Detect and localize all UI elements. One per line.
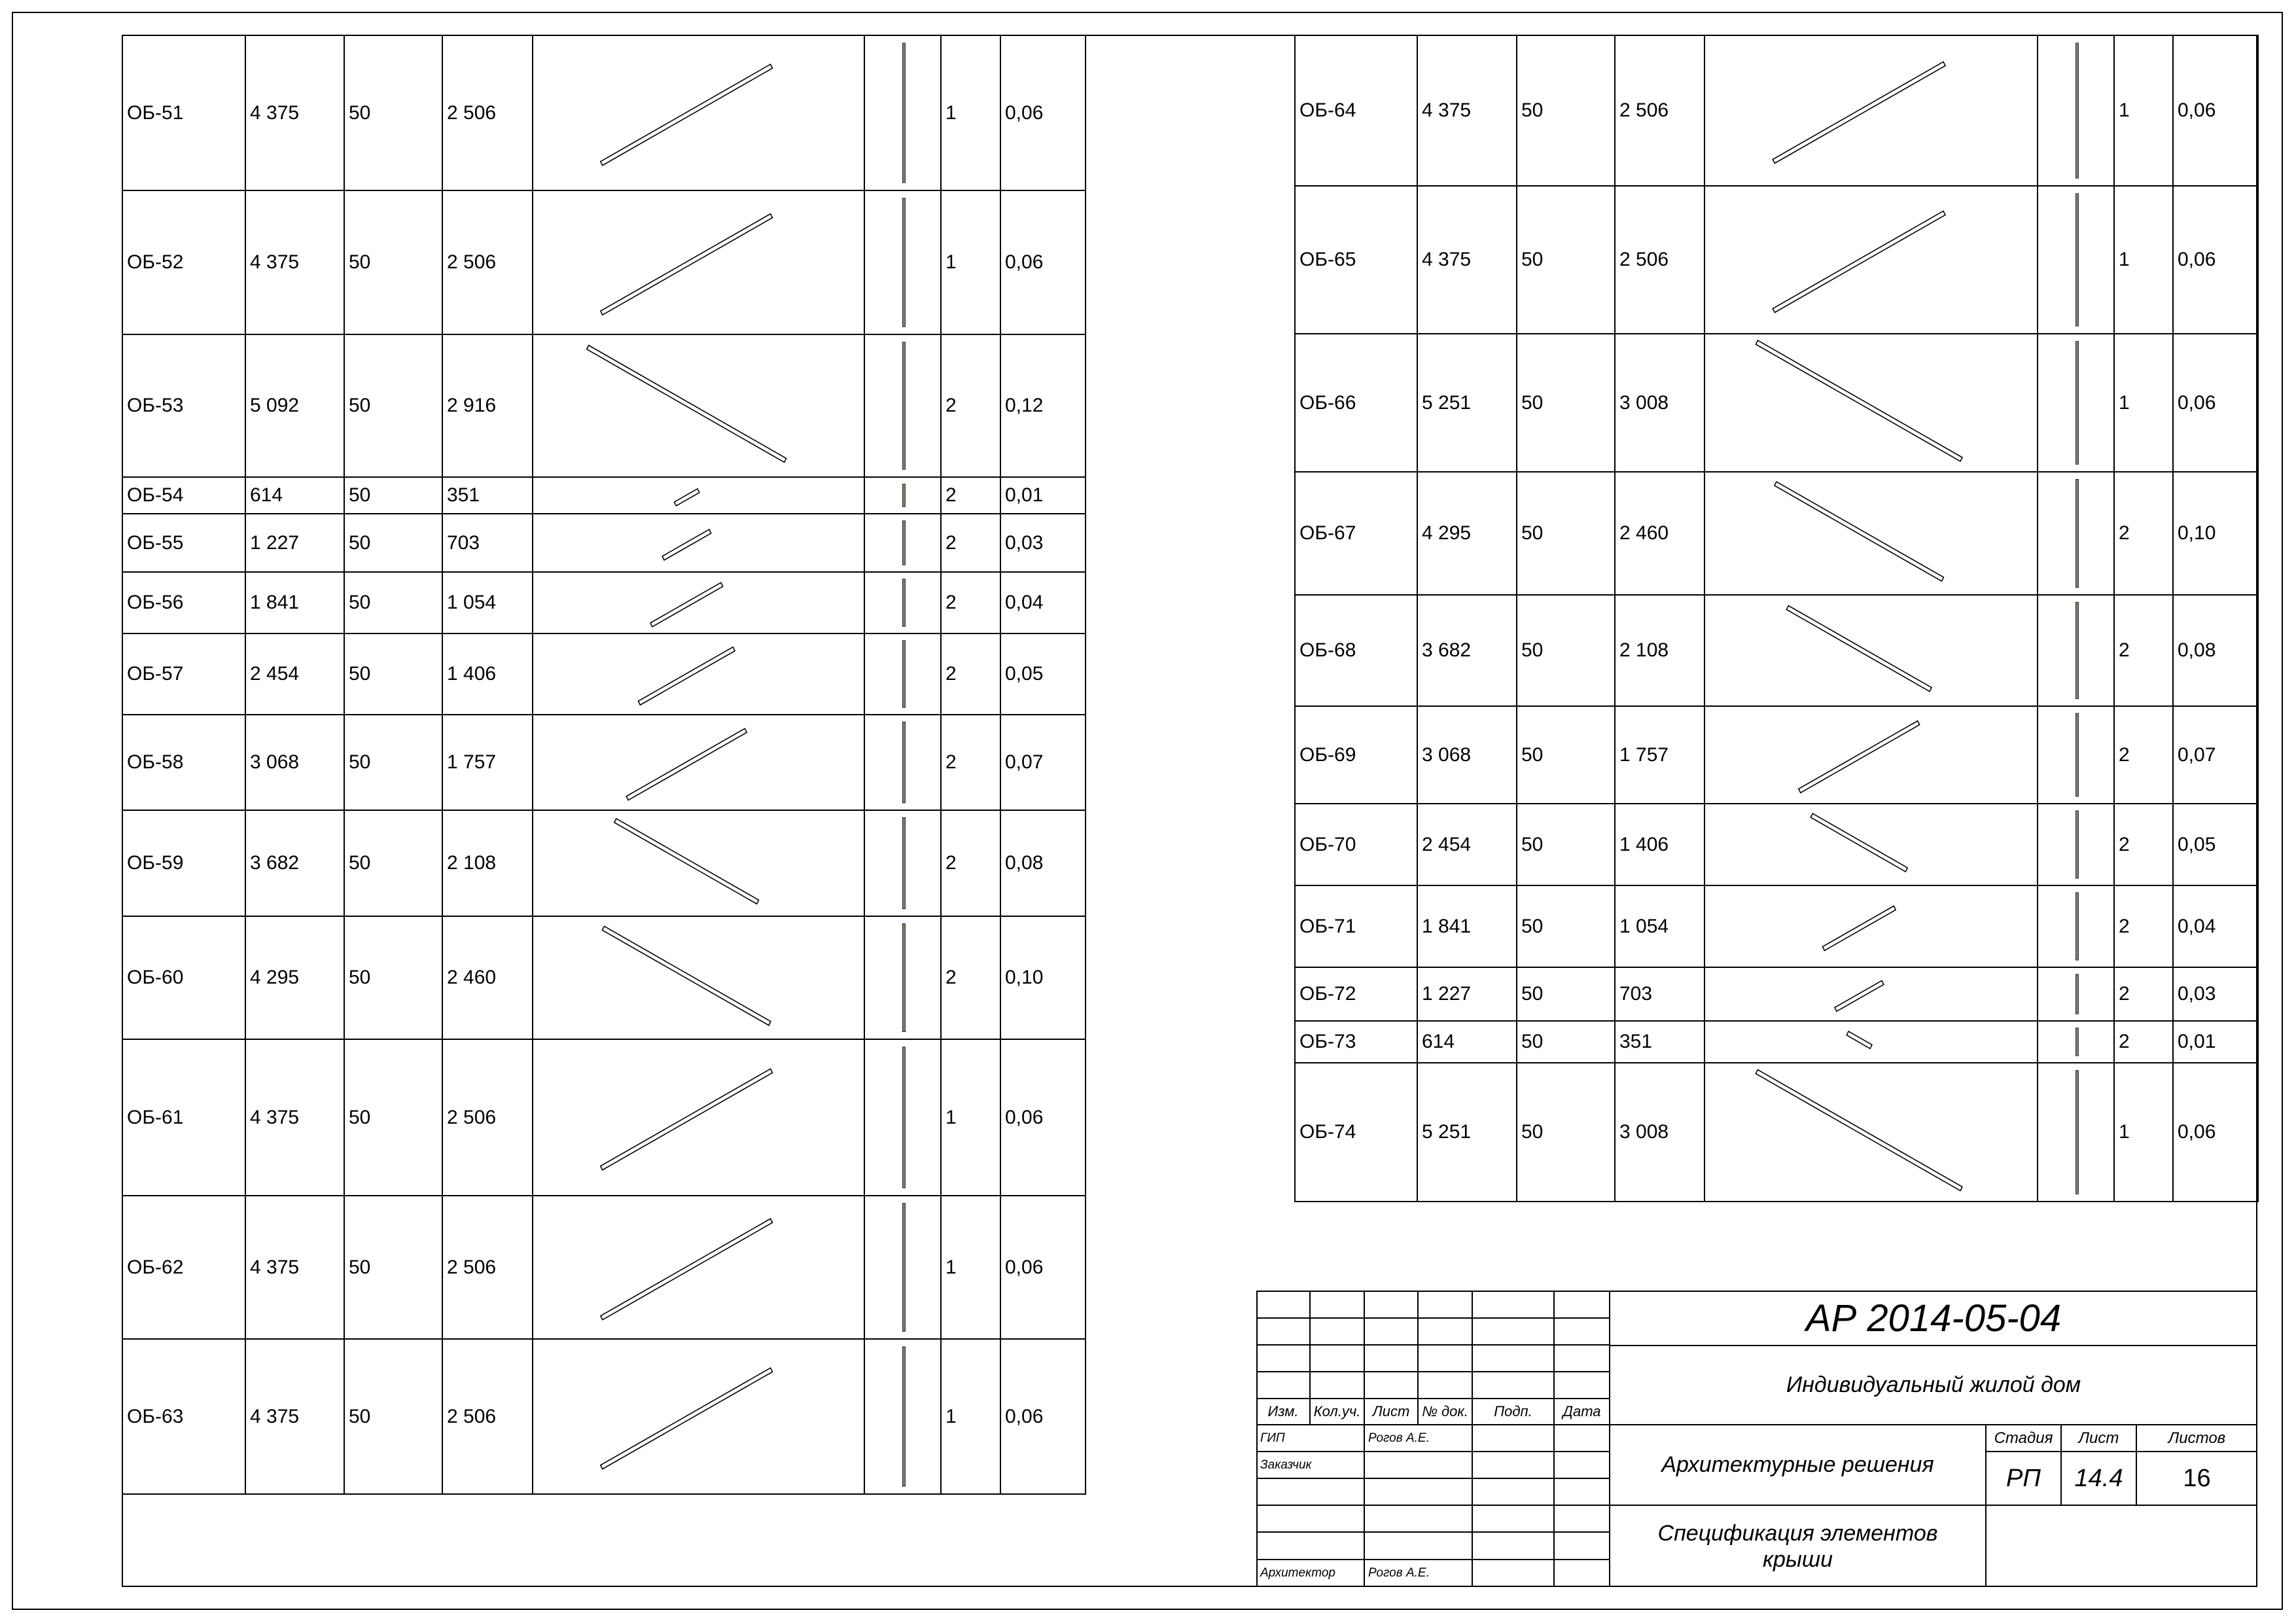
volume-value: 0,01 xyxy=(2173,1021,2258,1063)
width-value: 50 xyxy=(1517,967,1615,1021)
qty-value: 1 xyxy=(2114,1063,2173,1202)
table-row xyxy=(122,477,1086,514)
qty-value: 2 xyxy=(941,477,1000,514)
spec-table-left xyxy=(122,35,1086,1495)
height-value: 2 506 xyxy=(442,1196,533,1339)
role-gip: ГИП xyxy=(1260,1431,1285,1445)
beam-drawing xyxy=(533,36,864,190)
height-value: 3 008 xyxy=(1615,1063,1704,1202)
table-row xyxy=(122,1039,1086,1196)
beam-side-cell xyxy=(2038,35,2114,186)
volume-value: 0,03 xyxy=(1000,514,1086,572)
beam-drawing xyxy=(1705,968,2037,1020)
table-row xyxy=(122,715,1086,810)
length-value: 4 375 xyxy=(1417,35,1517,186)
beam-side-cell xyxy=(2038,967,2114,1021)
table-row xyxy=(1295,472,2258,595)
beam-drawing xyxy=(1705,473,2037,594)
width-value: 50 xyxy=(1517,186,1615,334)
beam-drawing-cell xyxy=(1704,35,2038,186)
volume-value: 0,04 xyxy=(2173,885,2258,967)
mark: ОБ-64 xyxy=(1295,35,1417,186)
spec-table-right xyxy=(1294,35,2259,1202)
length-value: 614 xyxy=(1417,1021,1517,1063)
beam-side-cell xyxy=(2038,595,2114,706)
beam-side-cell xyxy=(864,1339,941,1494)
qty-value: 2 xyxy=(2114,1021,2173,1063)
beam-side-view xyxy=(865,634,940,714)
volume-value: 0,12 xyxy=(1000,334,1086,477)
beam-side-view xyxy=(865,514,940,571)
width-value: 50 xyxy=(344,35,442,190)
beam-side-view xyxy=(2038,473,2113,594)
volume-value: 0,04 xyxy=(1000,572,1086,633)
beam-side-view xyxy=(2038,707,2113,803)
beam-drawing xyxy=(1705,334,2037,471)
qty-value: 2 xyxy=(941,916,1000,1039)
beam-side-view xyxy=(2038,334,2113,471)
qty-value: 2 xyxy=(941,715,1000,810)
beam-side-cell xyxy=(864,916,941,1039)
volume-value: 0,05 xyxy=(2173,804,2258,885)
beam-side-view xyxy=(865,1040,940,1195)
mark: ОБ-52 xyxy=(122,190,245,334)
width-value: 50 xyxy=(344,1339,442,1494)
table-row xyxy=(1295,1063,2258,1202)
header-data: Дата xyxy=(1563,1403,1601,1419)
beam-drawing-cell xyxy=(533,916,864,1039)
title-block xyxy=(1256,1291,2257,1587)
beam-drawing xyxy=(533,917,864,1039)
beam-drawing xyxy=(1705,1063,2037,1201)
beam-drawing-cell xyxy=(1704,967,2038,1021)
length-value: 1 227 xyxy=(1417,967,1517,1021)
table-row xyxy=(122,190,1086,334)
volume-value: 0,06 xyxy=(2173,35,2258,186)
beam-side-view xyxy=(2038,36,2113,185)
beam-side-cell xyxy=(864,633,941,715)
sheet-title: Спецификация элементов крыши xyxy=(1657,1520,1938,1572)
sheets-label: Листов xyxy=(2168,1429,2226,1447)
volume-value: 0,10 xyxy=(2173,472,2258,595)
beam-side-cell xyxy=(2038,885,2114,967)
beam-drawing xyxy=(1705,187,2037,333)
volume-value: 0,06 xyxy=(1000,1339,1086,1494)
qty-value: 2 xyxy=(941,334,1000,477)
beam-side-view xyxy=(2038,886,2113,967)
mark: ОБ-74 xyxy=(1295,1063,1417,1202)
qty-value: 1 xyxy=(941,1039,1000,1196)
beam-drawing-cell xyxy=(533,1196,864,1339)
beam-drawing xyxy=(533,573,864,633)
stage-value: РП xyxy=(2006,1464,2041,1492)
length-value: 3 068 xyxy=(245,715,344,810)
mark: ОБ-65 xyxy=(1295,186,1417,334)
width-value: 50 xyxy=(344,633,442,715)
volume-value: 0,03 xyxy=(2173,967,2258,1021)
beam-side-cell xyxy=(2038,472,2114,595)
table-row xyxy=(122,810,1086,916)
beam-drawing-cell xyxy=(1704,186,2038,334)
volume-value: 0,06 xyxy=(2173,334,2258,472)
beam-drawing xyxy=(533,478,864,513)
volume-value: 0,07 xyxy=(2173,706,2258,804)
beam-drawing-cell xyxy=(533,35,864,190)
length-value: 4 375 xyxy=(245,1339,344,1494)
height-value: 703 xyxy=(1615,967,1704,1021)
beam-side-cell xyxy=(864,572,941,633)
length-value: 4 375 xyxy=(245,1039,344,1196)
beam-drawing-cell xyxy=(533,514,864,572)
height-value: 1 757 xyxy=(442,715,533,810)
width-value: 50 xyxy=(1517,1021,1615,1063)
height-value: 1 054 xyxy=(442,572,533,633)
height-value: 1 054 xyxy=(1615,885,1704,967)
width-value: 50 xyxy=(344,477,442,514)
beam-drawing-cell xyxy=(1704,1021,2038,1063)
height-value: 351 xyxy=(442,477,533,514)
length-value: 4 295 xyxy=(1417,472,1517,595)
beam-drawing xyxy=(533,715,864,810)
beam-side-cell xyxy=(2038,804,2114,885)
mark: ОБ-70 xyxy=(1295,804,1417,885)
beam-side-view xyxy=(2038,1022,2113,1062)
table-row xyxy=(122,334,1086,477)
height-value: 2 460 xyxy=(442,916,533,1039)
volume-value: 0,06 xyxy=(1000,1039,1086,1196)
table-row xyxy=(122,35,1086,190)
volume-value: 0,08 xyxy=(2173,595,2258,706)
beam-drawing-cell xyxy=(533,572,864,633)
volume-value: 0,06 xyxy=(1000,190,1086,334)
beam-drawing xyxy=(1705,596,2037,705)
height-value: 2 506 xyxy=(442,35,533,190)
qty-value: 1 xyxy=(941,35,1000,190)
beam-side-cell xyxy=(864,1196,941,1339)
length-value: 3 068 xyxy=(1417,706,1517,804)
beam-drawing xyxy=(1705,804,2037,885)
beam-drawing xyxy=(1705,886,2037,967)
volume-value: 0,01 xyxy=(1000,477,1086,514)
beam-drawing-cell xyxy=(1704,334,2038,472)
beam-side-cell xyxy=(864,810,941,916)
beam-side-cell xyxy=(864,1039,941,1196)
table-row xyxy=(1295,35,2258,186)
length-value: 4 295 xyxy=(245,916,344,1039)
beam-drawing-cell xyxy=(1704,595,2038,706)
beam-side-cell xyxy=(2038,1021,2114,1063)
width-value: 50 xyxy=(1517,1063,1615,1202)
width-value: 50 xyxy=(1517,472,1615,595)
beam-side-view xyxy=(865,1196,940,1338)
volume-value: 0,07 xyxy=(1000,715,1086,810)
mark: ОБ-66 xyxy=(1295,334,1417,472)
beam-drawing xyxy=(533,1340,864,1493)
beam-drawing-cell xyxy=(533,810,864,916)
volume-value: 0,08 xyxy=(1000,810,1086,916)
width-value: 50 xyxy=(1517,334,1615,472)
header-list: Лист xyxy=(1372,1403,1410,1419)
height-value: 1 406 xyxy=(442,633,533,715)
height-value: 2 506 xyxy=(442,1039,533,1196)
length-value: 4 375 xyxy=(245,1196,344,1339)
mark: ОБ-56 xyxy=(122,572,245,633)
length-value: 2 454 xyxy=(245,633,344,715)
length-value: 614 xyxy=(245,477,344,514)
qty-value: 2 xyxy=(2114,804,2173,885)
height-value: 2 506 xyxy=(1615,35,1704,186)
qty-value: 2 xyxy=(2114,967,2173,1021)
beam-drawing-cell xyxy=(533,715,864,810)
beam-drawing-cell xyxy=(533,633,864,715)
height-value: 1 757 xyxy=(1615,706,1704,804)
beam-side-view xyxy=(865,335,940,476)
length-value: 1 227 xyxy=(245,514,344,572)
width-value: 50 xyxy=(344,1039,442,1196)
length-value: 1 841 xyxy=(1417,885,1517,967)
name-architect: Рогов А.Е. xyxy=(1368,1566,1430,1580)
qty-value: 2 xyxy=(941,810,1000,916)
mark: ОБ-72 xyxy=(1295,967,1417,1021)
beam-side-cell xyxy=(2038,706,2114,804)
name-gip: Рогов А.Е. xyxy=(1368,1431,1430,1445)
beam-drawing-cell xyxy=(1704,706,2038,804)
height-value: 2 506 xyxy=(442,190,533,334)
table-row xyxy=(1295,1021,2258,1063)
mark: ОБ-69 xyxy=(1295,706,1417,804)
beam-drawing-cell xyxy=(533,477,864,514)
table-row xyxy=(122,633,1086,715)
sheet-value: 14.4 xyxy=(2074,1464,2123,1492)
mark: ОБ-63 xyxy=(122,1339,245,1494)
length-value: 1 841 xyxy=(245,572,344,633)
project-name: Индивидуальный жилой дом xyxy=(1786,1372,2081,1397)
mark: ОБ-51 xyxy=(122,35,245,190)
width-value: 50 xyxy=(344,810,442,916)
document-code: АР 2014-05-04 xyxy=(1805,1296,2062,1340)
qty-value: 2 xyxy=(941,633,1000,715)
width-value: 50 xyxy=(1517,706,1615,804)
qty-value: 1 xyxy=(941,190,1000,334)
width-value: 50 xyxy=(344,572,442,633)
beam-side-cell xyxy=(864,35,941,190)
length-value: 4 375 xyxy=(245,190,344,334)
mark: ОБ-62 xyxy=(122,1196,245,1339)
beam-drawing-cell xyxy=(533,190,864,334)
beam-side-view xyxy=(865,715,940,810)
volume-value: 0,06 xyxy=(2173,186,2258,334)
width-value: 50 xyxy=(1517,35,1615,186)
table-row xyxy=(1295,804,2258,885)
table-row xyxy=(1295,595,2258,706)
beam-side-view xyxy=(865,811,940,916)
qty-value: 1 xyxy=(2114,334,2173,472)
qty-value: 2 xyxy=(2114,595,2173,706)
length-value: 4 375 xyxy=(1417,186,1517,334)
beam-drawing xyxy=(533,811,864,916)
beam-drawing-cell xyxy=(1704,1063,2038,1202)
sheet-label: Лист xyxy=(2078,1429,2119,1447)
beam-drawing xyxy=(1705,36,2037,185)
length-value: 5 251 xyxy=(1417,334,1517,472)
width-value: 50 xyxy=(344,916,442,1039)
beam-drawing xyxy=(533,335,864,476)
beam-side-view xyxy=(865,478,940,513)
height-value: 3 008 xyxy=(1615,334,1704,472)
mark: ОБ-71 xyxy=(1295,885,1417,967)
qty-value: 2 xyxy=(941,514,1000,572)
beam-drawing xyxy=(1705,1022,2037,1062)
qty-value: 1 xyxy=(2114,35,2173,186)
volume-value: 0,05 xyxy=(1000,633,1086,715)
qty-value: 1 xyxy=(2114,186,2173,334)
length-value: 5 251 xyxy=(1417,1063,1517,1202)
qty-value: 1 xyxy=(941,1196,1000,1339)
mark: ОБ-59 xyxy=(122,810,245,916)
beam-drawing-cell xyxy=(533,334,864,477)
table-row xyxy=(122,514,1086,572)
volume-value: 0,06 xyxy=(1000,1196,1086,1339)
beam-side-cell xyxy=(864,715,941,810)
beam-side-cell xyxy=(864,334,941,477)
width-value: 50 xyxy=(344,1196,442,1339)
section-name: Архитектурные решения xyxy=(1661,1452,1934,1477)
table-row xyxy=(122,1339,1086,1494)
table-row xyxy=(1295,706,2258,804)
beam-drawing-cell xyxy=(533,1339,864,1494)
beam-drawing xyxy=(1705,707,2037,803)
qty-value: 2 xyxy=(2114,472,2173,595)
beam-side-view xyxy=(2038,596,2113,705)
mark: ОБ-61 xyxy=(122,1039,245,1196)
width-value: 50 xyxy=(344,334,442,477)
table-row xyxy=(122,572,1086,633)
beam-drawing xyxy=(533,634,864,714)
qty-value: 2 xyxy=(2114,885,2173,967)
beam-side-cell xyxy=(2038,334,2114,472)
header-izm: Изм. xyxy=(1267,1403,1299,1419)
mark: ОБ-68 xyxy=(1295,595,1417,706)
beam-side-cell xyxy=(2038,1063,2114,1202)
mark: ОБ-67 xyxy=(1295,472,1417,595)
beam-side-view xyxy=(865,917,940,1039)
table-row xyxy=(1295,967,2258,1021)
length-value: 3 682 xyxy=(245,810,344,916)
role-customer: Заказчик xyxy=(1260,1457,1312,1472)
beam-drawing xyxy=(533,191,864,334)
width-value: 50 xyxy=(1517,595,1615,706)
stage-label: Стадия xyxy=(1994,1429,2053,1447)
table-row xyxy=(1295,885,2258,967)
header-ndoc: № док. xyxy=(1422,1403,1468,1419)
sheets-value: 16 xyxy=(2183,1464,2211,1492)
beam-side-view xyxy=(2038,968,2113,1020)
width-value: 50 xyxy=(1517,885,1615,967)
table-row xyxy=(122,916,1086,1039)
beam-side-cell xyxy=(864,514,941,572)
beam-drawing-cell xyxy=(1704,804,2038,885)
qty-value: 1 xyxy=(941,1339,1000,1494)
height-value: 2 506 xyxy=(442,1339,533,1494)
beam-side-view xyxy=(865,1340,940,1493)
mark: ОБ-53 xyxy=(122,334,245,477)
beam-side-view xyxy=(865,573,940,633)
mark: ОБ-73 xyxy=(1295,1021,1417,1063)
header-podp: Подп. xyxy=(1494,1403,1532,1419)
table-row xyxy=(1295,334,2258,472)
beam-side-cell xyxy=(864,190,941,334)
qty-value: 2 xyxy=(2114,706,2173,804)
beam-drawing-cell xyxy=(1704,885,2038,967)
height-value: 2 916 xyxy=(442,334,533,477)
beam-side-view xyxy=(2038,804,2113,885)
height-value: 2 108 xyxy=(1615,595,1704,706)
volume-value: 0,10 xyxy=(1000,916,1086,1039)
volume-value: 0,06 xyxy=(1000,35,1086,190)
width-value: 50 xyxy=(344,190,442,334)
role-architect: Архитектор xyxy=(1260,1566,1336,1580)
table-row xyxy=(1295,186,2258,334)
height-value: 2 460 xyxy=(1615,472,1704,595)
beam-side-view xyxy=(2038,1063,2113,1201)
height-value: 2 108 xyxy=(442,810,533,916)
beam-drawing-cell xyxy=(533,1039,864,1196)
mark: ОБ-60 xyxy=(122,916,245,1039)
length-value: 5 092 xyxy=(245,334,344,477)
mark: ОБ-55 xyxy=(122,514,245,572)
width-value: 50 xyxy=(1517,804,1615,885)
beam-side-view xyxy=(2038,187,2113,333)
length-value: 3 682 xyxy=(1417,595,1517,706)
beam-side-view xyxy=(865,36,940,190)
table-row xyxy=(122,1196,1086,1339)
height-value: 1 406 xyxy=(1615,804,1704,885)
beam-drawing xyxy=(533,514,864,571)
width-value: 50 xyxy=(344,715,442,810)
mark: ОБ-54 xyxy=(122,477,245,514)
beam-side-cell xyxy=(864,477,941,514)
length-value: 2 454 xyxy=(1417,804,1517,885)
beam-drawing xyxy=(533,1040,864,1195)
beam-side-view xyxy=(865,191,940,334)
beam-drawing-cell xyxy=(1704,472,2038,595)
height-value: 2 506 xyxy=(1615,186,1704,334)
volume-value: 0,06 xyxy=(2173,1063,2258,1202)
mark: ОБ-57 xyxy=(122,633,245,715)
header-kol: Кол.уч. xyxy=(1313,1403,1361,1419)
beam-drawing xyxy=(533,1196,864,1338)
beam-side-cell xyxy=(2038,186,2114,334)
qty-value: 2 xyxy=(941,572,1000,633)
height-value: 351 xyxy=(1615,1021,1704,1063)
height-value: 703 xyxy=(442,514,533,572)
length-value: 4 375 xyxy=(245,35,344,190)
mark: ОБ-58 xyxy=(122,715,245,810)
width-value: 50 xyxy=(344,514,442,572)
